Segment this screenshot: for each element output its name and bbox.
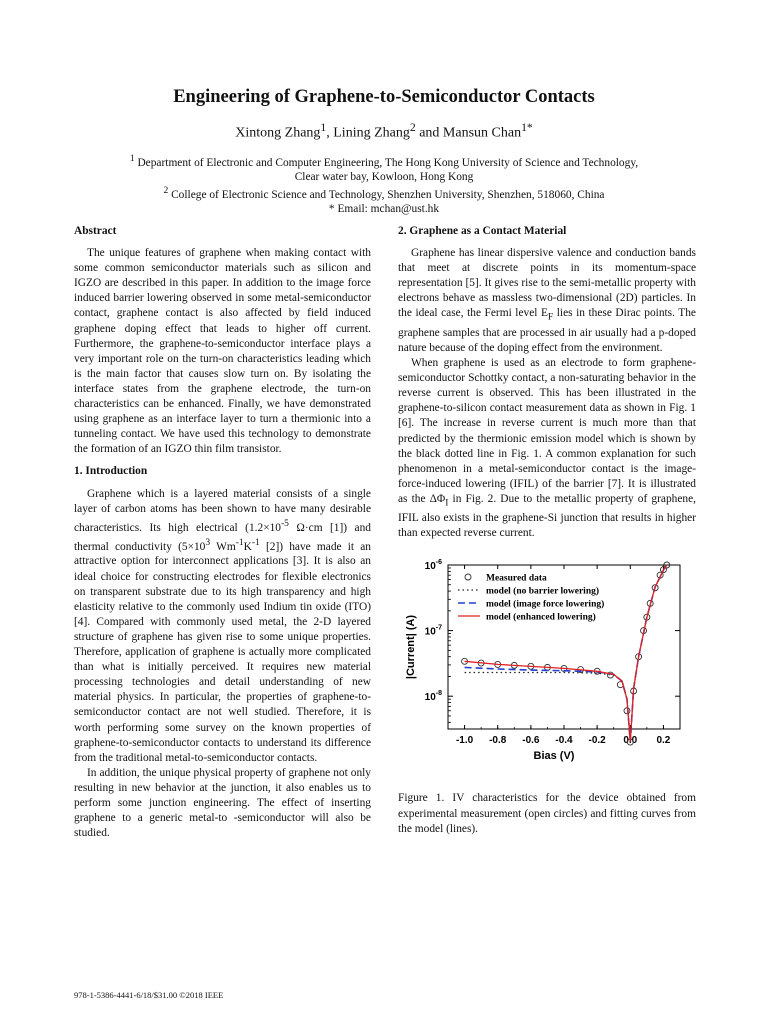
copyright-footer: 978-1-5386-4441-6/18/$31.00 ©2018 IEEE	[74, 990, 224, 1000]
corresponding-email: * Email: mchan@ust.hk	[328, 202, 440, 215]
author-affiliation-mark: 1	[320, 121, 327, 134]
affiliation-mark: 2	[163, 185, 169, 196]
section-2-paragraph: When graphene is used as an electrode to form graphene-semiconductor Schottky contact, a non-saturating behavior in the reverse current is observed. This has been illustrated in the graphene-to-silicon contact measurement data as shown in Fig. 1 [6]. The increase in reverse current is much more than that predicted by the thermionic emission model which is shown by the black dotted line in Fig. 1. A common explanation for such phenomenon in a metal-semiconductor contact is the image-force-induced lowering (IFIL) of the barrier [7]. It is illustrated as the $\Delta\Phi_I$ in Fig. 2. Due to the metallic property of graphene, IFIL also exists in the graphene-Si junction that results in higher than expected reverse current.	[398, 357, 696, 540]
author-name: Mansun Chan	[442, 125, 522, 141]
legend-label: Measured data	[486, 573, 547, 584]
section-2-paragraph: Graphene has linear dispersive valence and conduction bands that meet at discrete points in its momentum-space representation [5]. It gives rise to the semi-metallic property with electrons behave as massless two-dimensional (2D) particles. In the ideal case, the Fermi level $E_F$ lies in these Dirac points. The graphene samples that are processed in air usually had a p-doped nature because of the doping effect from the environment.	[398, 247, 696, 354]
figure-1-caption: Figure 1. IV characteristics for the device obtained from experimental measurement (open circles) and fitting curves from the model (lines).	[398, 792, 696, 835]
affiliation-1-address: Clear water bay, Kowloon, Hong Kong	[294, 170, 474, 183]
paper-title: Engineering of Graphene-to-Semiconductor Contacts	[173, 87, 595, 107]
legend-label: model (no barrier lowering)	[486, 586, 600, 597]
iv-chart	[398, 557, 696, 777]
author-separator: ,	[326, 125, 334, 141]
abstract-text: The unique features of graphene when making contact with some common semiconductor materials such as silicon and IGZO are described in this paper. In addition to the image force induced barrier lowering observed in some metal-semiconductor contact, graphene contact is also affected by field induced graphene doping effect that leads to higher off current. Furthermore, the graphene-to-semiconductor interface plays a very important role on the turn-on characteristics leading which is the main factor that causes slow turn on. By isolating the interface states from the graphene electrode, the turn-on characteristics can be enhanced. Finally, we have demonstrated using graphene as an interface layer to turn a thermionic into a tunneling contact. We have used this technology to demonstrate the formation of an IGZO thin film transistor.	[74, 247, 371, 456]
affiliation-mark: 1	[129, 154, 135, 164]
y-tick-label: $10^{-6}$	[424, 559, 442, 573]
y-tick-label: $10^{-8}$	[424, 690, 442, 704]
legend-label: model (image force lowering)	[486, 599, 605, 610]
section-2-heading: 2. Graphene as a Contact Material	[398, 225, 567, 237]
x-tick-label: 0.0	[623, 735, 638, 747]
x-tick-label: -0.4	[555, 735, 573, 747]
x-tick-label: -0.2	[588, 735, 606, 747]
author-separator: and	[415, 125, 443, 141]
author-affiliation-mark: 1*	[521, 121, 533, 134]
right-column	[398, 224, 696, 837]
legend-label: model (enhanced lowering)	[486, 612, 596, 623]
legend-marker	[465, 574, 471, 580]
x-tick-label: 0.2	[656, 735, 671, 747]
x-tick-label: -1.0	[455, 735, 474, 747]
introduction-paragraph: In addition, the unique physical property of graphene not only resulting in new behavior at the junction, it also enables us to perform some junction engineering. The effect of inserting graphene to a generic metal-to -semiconductor will also be studied.	[74, 766, 371, 840]
affiliation-2: College of Electronic Science and Technology, Shenzhen University, Shenzhen, 518060, China	[168, 188, 605, 201]
author-name: Xintong Zhang	[235, 125, 321, 141]
y-tick-label: $10^{-7}$	[424, 625, 442, 639]
x-tick-label: -0.8	[489, 735, 507, 747]
figure-1	[398, 557, 696, 777]
y-axis-label: |Current| (A)	[405, 615, 417, 680]
author-name: Lining Zhang	[333, 125, 410, 141]
x-tick-label: -0.6	[522, 735, 540, 747]
affiliations	[60, 152, 708, 216]
author-affiliation-mark: 2	[409, 121, 416, 134]
introduction-heading: 1. Introduction	[74, 465, 148, 478]
left-column	[74, 224, 371, 841]
x-axis-label: Bias (V)	[533, 750, 575, 763]
introduction-paragraph: Graphene which is a layered material consists of a single layer of carbon atoms has been shown to have many desirable characteristics. Its high electrical ($1.2\times 10^{-5}$ Ω·cm [1]) and thermal conductivity ($5\times 10^3$ $Wm^{-1}K^{-1}$ [2]) have made it an attractive option for interconnect applications [3]. It is also an ideal choice for constructing electrodes for flexible electronics on transparent substrate due to its high transparency and high elasticity relative to the commonly used Indium tin oxide (ITO) [4]. Compared with commonly used metal, the 2-D layered structure of graphene has given rise to some unique properties. Therefore, application of graphene is actually more complicated than what is initially perceived. It requires new material processing technologies and detail understanding of new material physics. In particular, the properties of graphene-to-semiconductor contact are not well studied. Therefore, it is worth performing some survey on the known properties of graphene-to-semiconductor contacts to understand its difference from the traditional metal-to-semiconductor contacts.	[74, 487, 372, 764]
author-list	[0, 121, 768, 142]
abstract-heading: Abstract	[74, 225, 117, 237]
affiliation-1: Department of Electronic and Computer Engineering, The Hong Kong University of Science and Technology,	[137, 156, 639, 169]
